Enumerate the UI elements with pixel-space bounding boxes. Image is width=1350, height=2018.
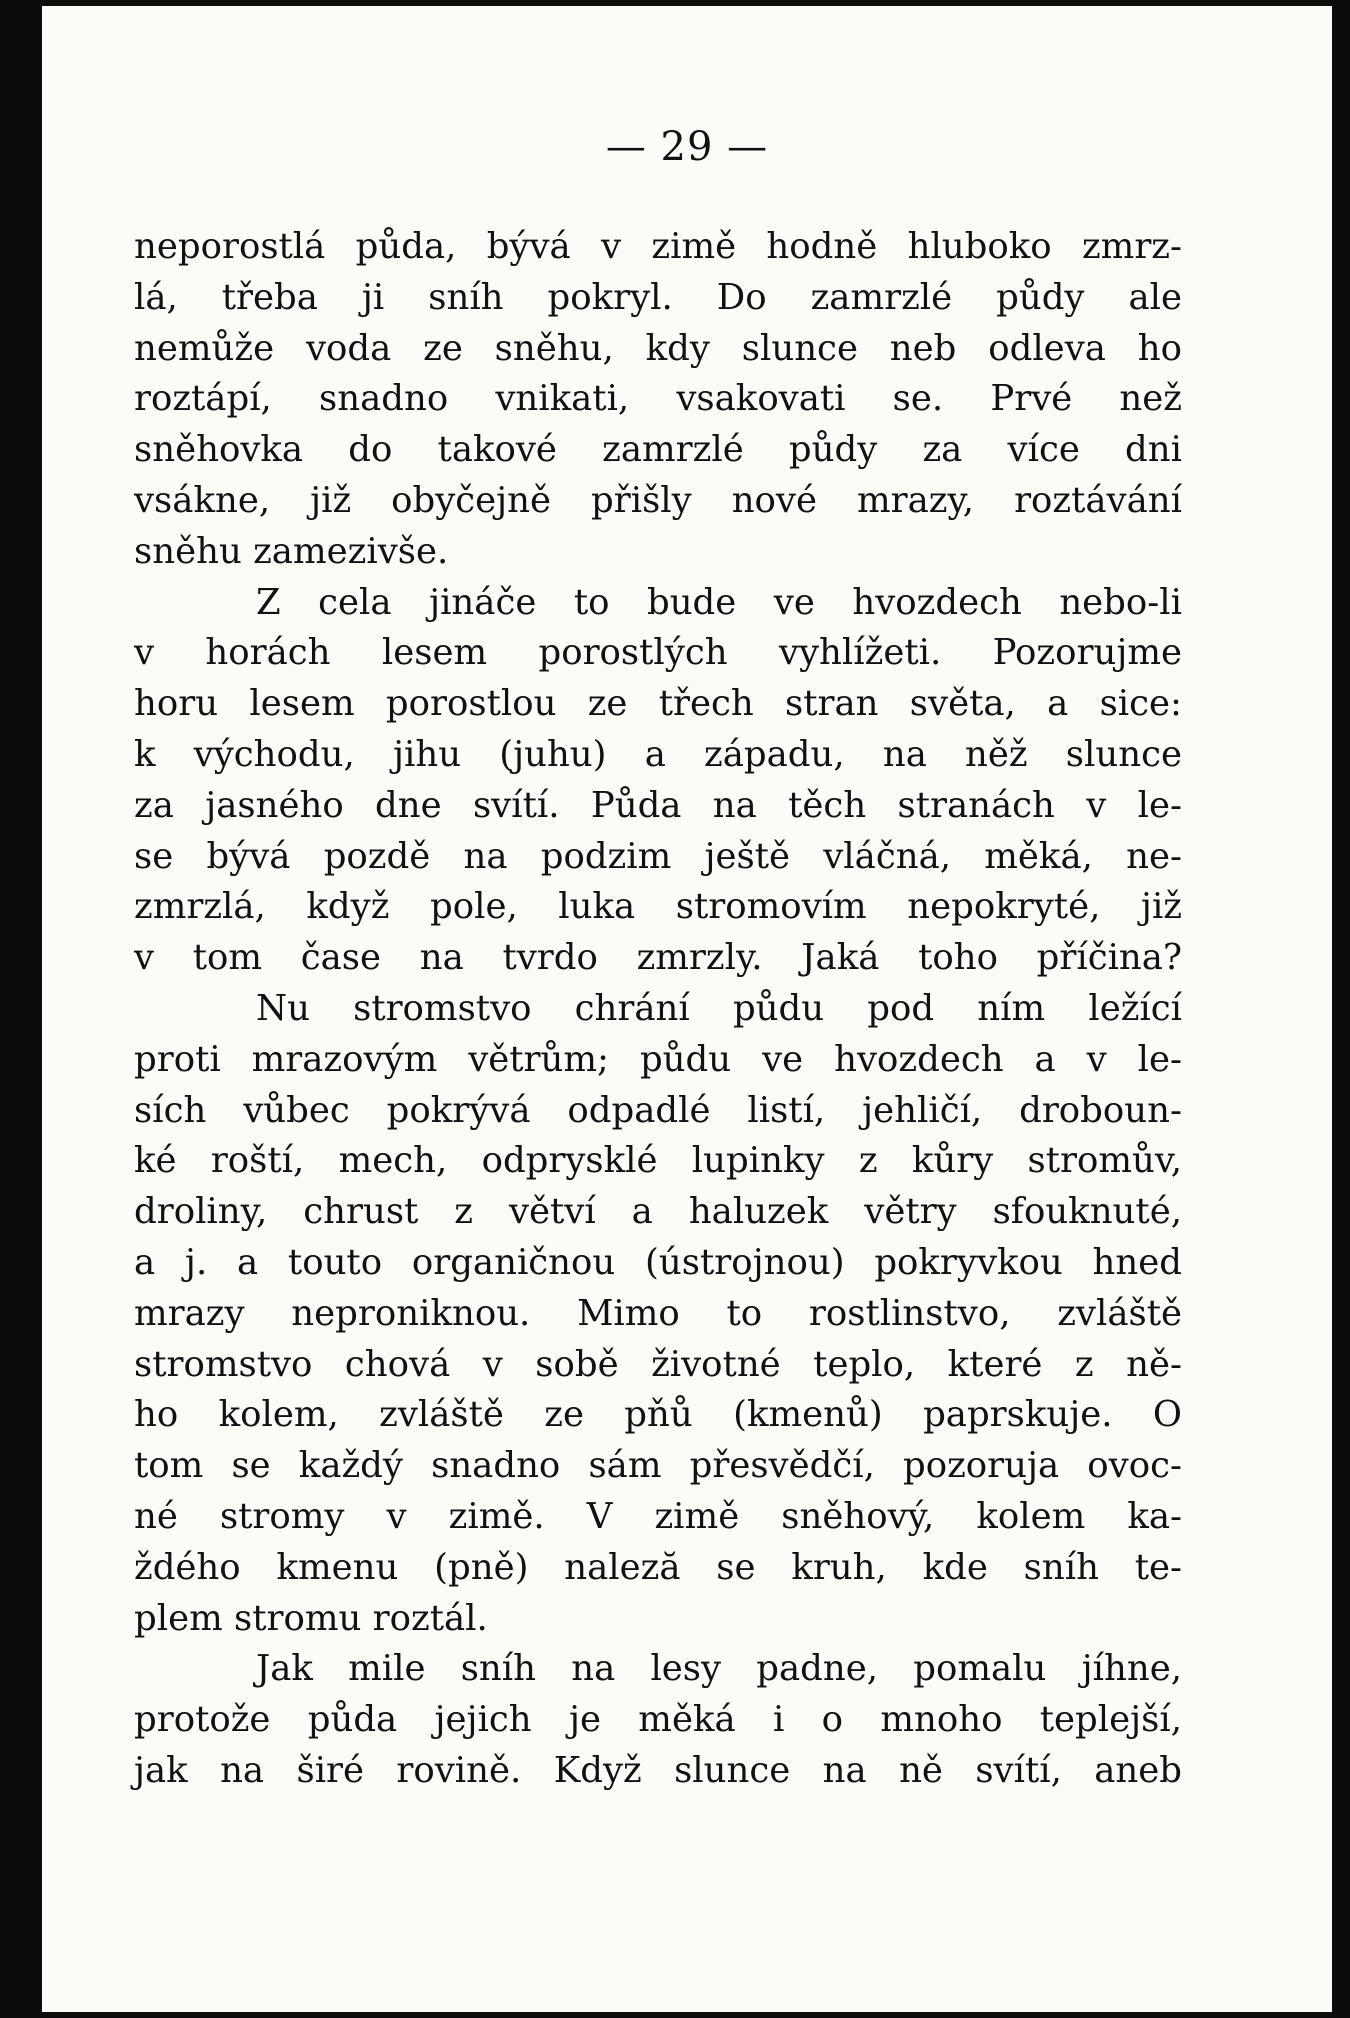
- text-line: proti mrazovým větrům; půdu ve hvozdech a v le-: [134, 1038, 1182, 1080]
- text-line: droliny, chrust z větví a haluzek větry sfouknuté,: [134, 1191, 1182, 1233]
- text-line: sněhu zamezivše.: [134, 530, 449, 572]
- text-line: zmrzlá, když pole, luka stromovím nepokryté, již: [134, 886, 1182, 928]
- paragraph-start-line: Nu stromstvo chrání půdu pod ním ležící: [256, 987, 1182, 1029]
- text-line: lá, třeba ji sníh pokryl. Do zamrzlé půdy ale: [134, 276, 1182, 318]
- text-line: protože půda jejich je měká i o mnoho teplejší,: [134, 1699, 1182, 1741]
- paragraph-start-line: Jak mile sníh na lesy padne, pomalu jíhne,: [256, 1648, 1182, 1690]
- text-line: neporostlá půda, bývá v zimě hodně hluboko zmrz-: [134, 226, 1182, 267]
- text-line: tom se každý snadno sám přesvědčí, pozoruja ovoc-: [134, 1445, 1182, 1487]
- text-line: a j. a touto organičnou (ústrojnou) pokryvkou hned: [134, 1241, 1182, 1283]
- text-line: se bývá pozdě na podzim ještě vláčná, měká, ne-: [134, 835, 1182, 877]
- text-line: ždého kmenu (pně) naleză se kruh, kde sníh te-: [134, 1546, 1182, 1588]
- text-line: plem stromu roztál.: [134, 1597, 488, 1639]
- text-line: k východu, jihu (juhu) a západu, na něž slunce: [134, 733, 1182, 775]
- text-line: mrazy neproniknou. Mimo to rostlinstvo, zvláště: [134, 1292, 1182, 1334]
- page-number: — 29 —: [605, 124, 769, 170]
- text-line: roztápí, snadno vnikati, vsakovati se. Prvé než: [134, 378, 1182, 420]
- text-line: jak na širé rovině. Když slunce na ně svítí, aneb: [134, 1749, 1182, 1791]
- text-line: sněhovka do takové zamrzlé půdy za více dni: [134, 429, 1182, 471]
- text-line: sích vůbec pokrývá odpadlé listí, jehličí, droboun-: [134, 1089, 1182, 1131]
- paragraph-start-line: Z cela jináče to bude ve hvozdech nebo-li: [256, 581, 1182, 623]
- text-line: nemůže voda ze sněhu, kdy slunce neb odleva ho: [134, 327, 1182, 369]
- text-line: za jasného dne svítí. Půda na těch stranách v le-: [134, 784, 1182, 826]
- text-line: ké roští, mech, odprysklé lupinky z kůry stromův,: [134, 1140, 1182, 1182]
- text-line: v horách lesem porostlých vyhlížeti. Pozorujme: [134, 632, 1182, 674]
- body-text: [134, 222, 1182, 1797]
- text-line: v tom čase na tvrdo zmrzly. Jaká toho příčina?: [134, 937, 1182, 979]
- text-line: ho kolem, zvláště ze pňů (kmenů) paprskuje. O: [134, 1394, 1182, 1436]
- text-line: vsákne, již obyčejně přišly nové mrazy, roztávání: [134, 479, 1182, 521]
- text-line: stromstvo chová v sobě životné teplo, které z ně-: [134, 1343, 1182, 1385]
- text-line: né stromy v zimě. V zimě sněhový, kolem ka-: [134, 1495, 1182, 1537]
- book-page: [42, 6, 1332, 2012]
- text-line: horu lesem porostlou ze třech stran světa, a sice:: [134, 683, 1182, 725]
